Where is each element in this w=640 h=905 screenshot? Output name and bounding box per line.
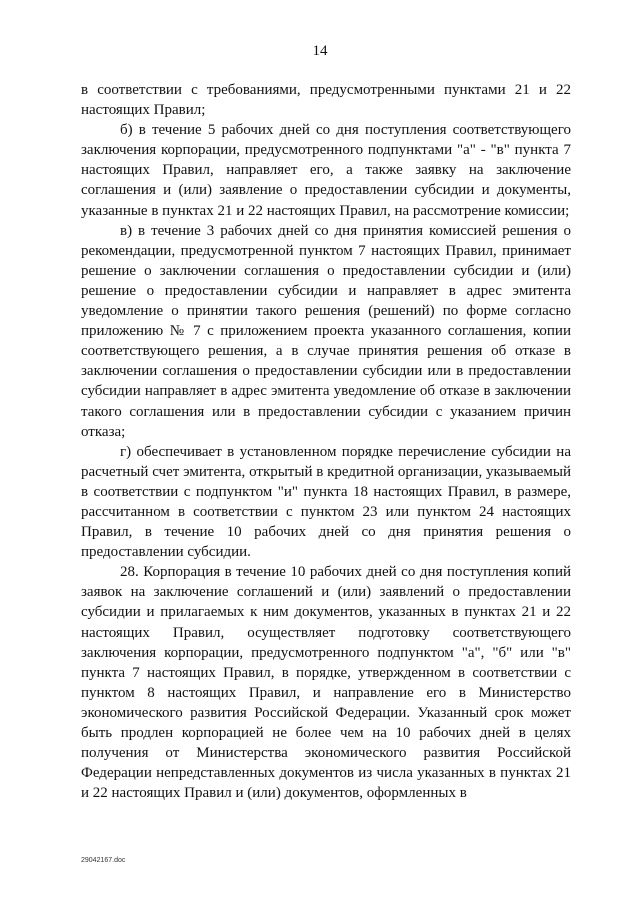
file-name-footer: 29042167.doc xyxy=(81,857,126,864)
paragraph-item-28: 28. Корпорация в течение 10 рабочих дней со дня поступления копий заявок на заключение соглашений и (или) заявлений о предоставлении субсидии и прилагаемых к ним документов, указанных в пунктах 21 и 22 настоящих Правил, осуществляет подготовку соответствующего заключения корпорации, предусмотренного подпунктом "а", "б" или "в" пункта 7 настоящих Правил, в порядке, утвержденном в соответствии с пунктом 8 настоящих Правил, и направление его в Министерство экономического развития Российской Федерации. Указанный срок может быть продлен корпорацией не более чем на 10 рабочих дней в целях получения от Министерства экономического развития Российской Федерации непредставленных документов из числа указанных в пунктах 21 и 22 настоящих Правил и (или) документов, оформленных в xyxy=(81,564,571,802)
paragraph-subitem-g: г) обеспечивает в установленном порядке перечисление субсидии на расчетный счет эмитента, открытый в кредитной организации, указываемый в соответствии с подпунктом "и" пункта 18 настоящих Правил, в размере, рассчитанном в соответствии с пунктом 23 или пунктом 24 настоящих Правил, в течение 10 рабочих дней со дня принятия решения о предоставлении субсидии. xyxy=(81,443,571,561)
paragraph-subitem-b: б) в течение 5 рабочих дней со дня поступления соответствующего заключения корпорации, предусмотренного подпунктами "а" - "в" пункта 7 настоящих Правил, направляет его, а также заявку на заключение соглашения и (или) заявление о предоставлении субсидии и документы, указанные в пунктах 21 и 22 настоящих Правил, на рассмотрение комиссии; xyxy=(81,122,571,219)
paragraph-continuation: в соответствии с требованиями, предусмотренными пунктами 21 и 22 настоящих Правил; xyxy=(81,82,571,119)
paragraph-subitem-v: в) в течение 3 рабочих дней со дня принятия комиссией решения о рекомендации, предусмотренной пунктом 7 настоящих Правил, принимает решение о заключении соглашения о предоставлении субсидии и (или) решение о предоставлении субсидии и направляет в адрес эмитента уведомление о принятии такого решения (решений) по форме согласно приложению № 7 с приложением проекта указанного соглашения, копии соответствующего решения, а в случае принятия решения об отказе в заключении соглашения о предоставлении субсидии или в предоставлении субсидии направляет в адрес эмитента уведомление об отказе в заключении такого соглашения или в предоставлении субсидии с указанием причин отказа; xyxy=(81,222,571,440)
document-body xyxy=(81,80,571,803)
page-number: 14 xyxy=(312,43,328,59)
